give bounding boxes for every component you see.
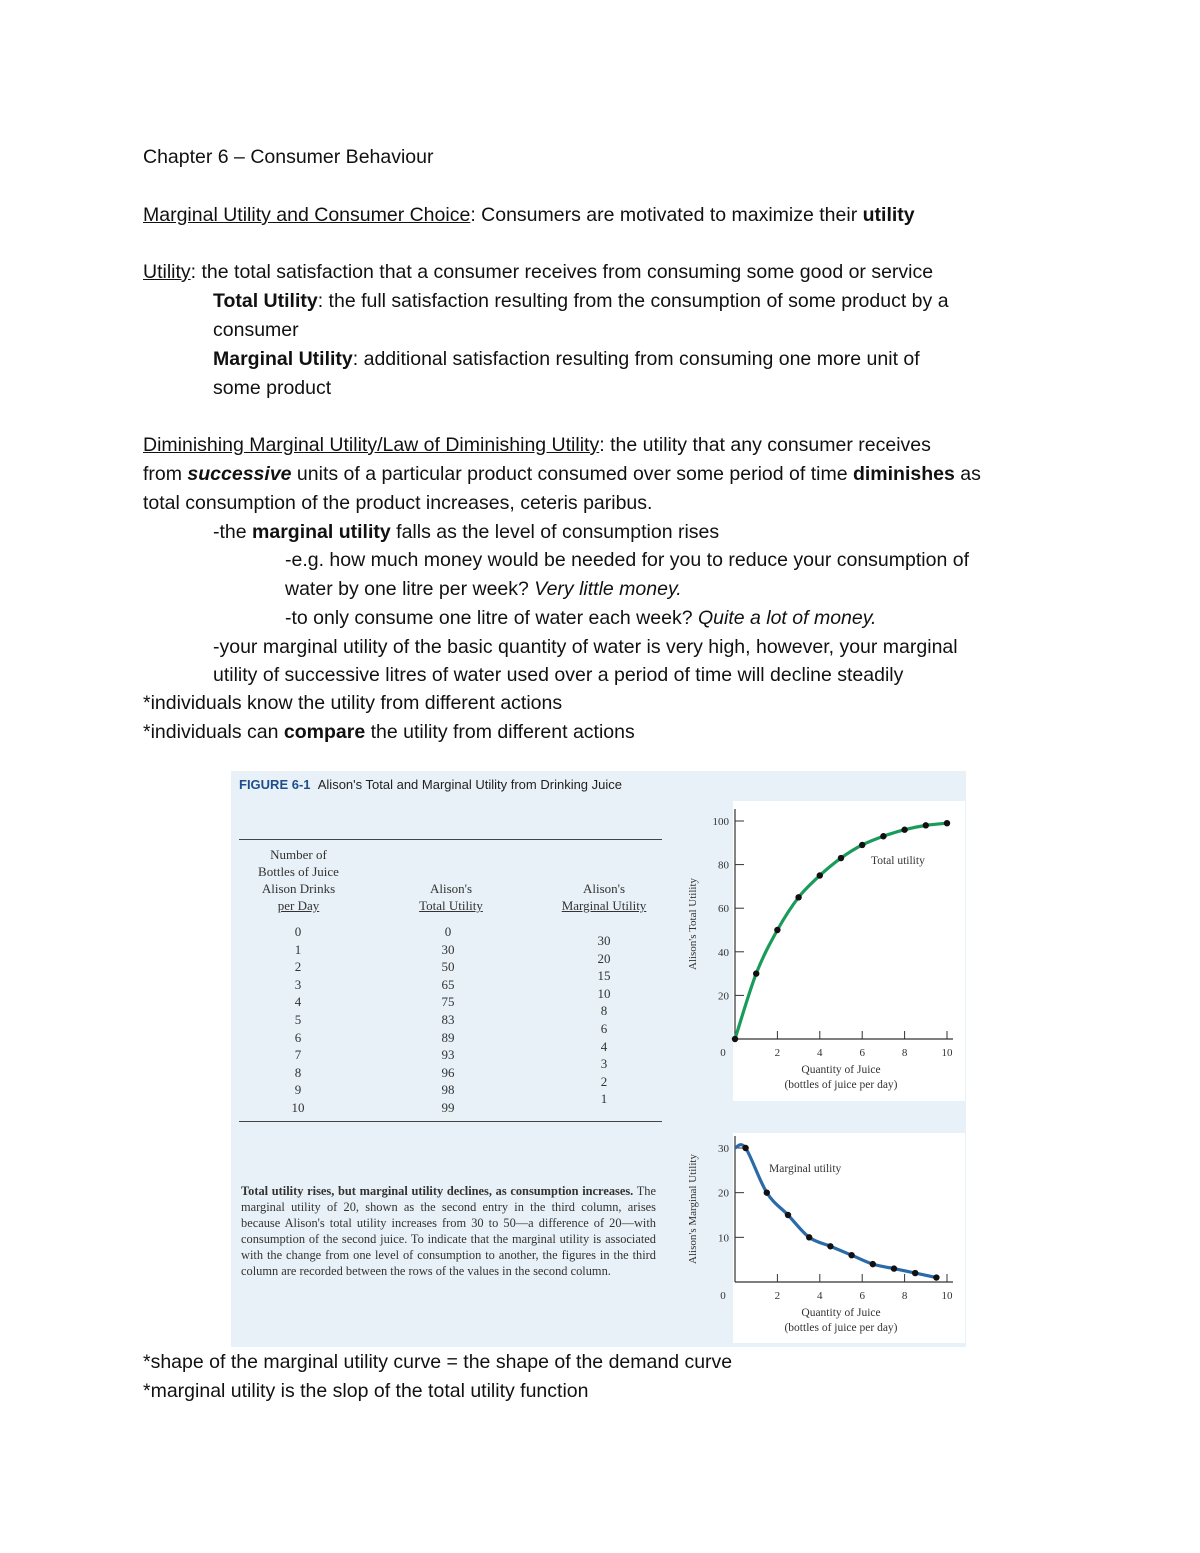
marginal-utility-cell: 4 [600,1038,608,1054]
data-point [870,1261,876,1267]
data-point [848,1252,854,1258]
data-point [838,855,844,861]
data-point [732,1036,738,1042]
note-compare-utility [143,718,635,747]
total-utility-cell: 96 [441,1064,455,1080]
dmu-definition-line2 [143,460,981,489]
utility-charts [231,771,966,1347]
header-line: Number of [270,847,327,862]
text: as [954,463,981,485]
definition: : Consumers are motivated to maximize their [470,204,863,226]
total-utility-cell: 75 [441,994,455,1010]
curve-label: Total utility [871,855,925,867]
term: Marginal Utility [213,348,353,370]
data-point [785,1212,791,1218]
y-tick-label: 80 [718,859,729,872]
quantity-cell: 9 [294,1082,302,1098]
x-tick-label: 0 [720,1290,726,1302]
marginal-utility-cell: 20 [597,950,611,966]
header-line: Alison's [429,881,473,896]
definition: : the utility that any consumer receives [599,434,931,456]
y-axis-label: Alison's Total Utility [687,877,699,971]
data-point [923,822,929,828]
marginal-utility-cell: 6 [600,1020,608,1036]
data-point [806,1234,812,1240]
header-line: Alison Drinks [261,881,336,896]
data-point [795,894,801,900]
caption-text: The marginal utility of 20, shown as the second entry in the third column, arises because Alison's total utility increases from 30 to 50—a difference of 20—with consumption of the second juice. To indicate that the marginal utility is associated with the change from one level of consumption to another, the figures in the third column are recorded between the rows of the values in the second column. [241,1184,656,1278]
text: from [143,463,188,485]
term: Total Utility [213,290,318,312]
marginal-utility-cell: 1 [600,1091,608,1107]
quantity-cell: 1 [294,941,302,957]
y-tick-label: 60 [718,903,729,916]
x-tick-label: 8 [901,1047,908,1059]
text: water by one litre per week? [285,578,535,600]
text: falls as the level of consumption rises [390,521,720,543]
header-line: per Day [277,898,320,913]
figure-6-1 [231,771,966,1347]
data-point [880,833,886,839]
marginal-utility-cell: 8 [600,1003,608,1019]
total-utility-cell: 89 [441,1029,455,1045]
marginal-utility-cell: 30 [597,933,611,948]
dmu-definition-line1 [143,431,931,460]
bold-text: compare [283,721,366,743]
total-utility-cell: 50 [441,959,455,975]
total-utility-definition-cont: consumer [213,319,299,341]
x-axis-label-2: (bottles of juice per day) [784,1322,898,1334]
x-tick-label: 6 [859,1290,865,1302]
quantity-cell: 6 [294,1029,302,1045]
data-point [827,1243,833,1249]
y-tick-label: 20 [718,990,729,1003]
definition: : additional satisfaction resulting from consuming one more unit of [352,348,920,370]
data-point [891,1265,897,1271]
text: -to only consume one litre of water each week? [285,607,698,629]
header-line: Bottles of Juice [258,864,339,879]
y-tick-label: 40 [718,946,729,959]
x-tick-label: 8 [901,1290,908,1302]
curve-label: Marginal utility [769,1163,842,1175]
text: *individuals can [143,721,284,743]
data-point [742,1145,748,1151]
y-tick-label: 100 [712,816,729,828]
quantity-cell: 8 [294,1064,302,1080]
marginal-utility-consumer-choice [143,201,915,230]
bullet-example-line1: -e.g. how much money would be needed for you to reduce your consumption of [285,549,969,571]
definition: : the total satisfaction that a consumer receives from consuming some good or service [190,261,934,283]
marginal-utility-cell: 15 [597,968,611,984]
caption-bold: Total utility rises, but marginal utility declines, as consumption increases. [241,1184,634,1198]
data-point [933,1274,939,1280]
dmu-definition-line3: total consumption of the product increases, ceteris paribus. [143,492,653,514]
text: -the [213,521,253,543]
quantity-cell: 4 [294,994,302,1010]
quantity-cell: 3 [294,976,302,992]
quantity-cell: 5 [294,1011,302,1027]
x-tick-label: 10 [941,1047,953,1059]
italic-text: Quite a lot of money. [697,607,877,629]
bold-text: diminishes [852,463,955,485]
header-line: Marginal Utility [561,898,647,913]
italic-text: Very little money. [534,578,682,600]
y-tick-label: 30 [718,1143,729,1155]
x-tick-label: 0 [720,1047,726,1059]
figure-title-text: Alison's Total and Marginal Utility from Drinking Juice [317,777,622,792]
total-utility-definition [213,287,949,316]
marginal-utility-cell: 3 [600,1056,608,1072]
x-tick-label: 6 [859,1047,865,1059]
note-know-utility: *individuals know the utility from different actions [143,692,563,714]
emphasis: successive [187,463,292,485]
term: Diminishing Marginal Utility/Law of Diminishing Utility [143,434,600,456]
data-point [901,827,907,833]
total-utility-cell: 30 [441,941,455,957]
x-axis-label-2: (bottles of juice per day) [784,1079,898,1091]
quantity-cell: 7 [294,1047,302,1063]
note-demand-curve: *shape of the marginal utility curve = the shape of the demand curve [143,1351,733,1373]
text: units of a particular product consumed over some period of time [291,463,853,485]
bullet-water-line1: -your marginal utility of the basic quantity of water is very high, however, your marginal [213,636,958,658]
total-utility-cell: 0 [444,924,452,939]
data-point [774,927,780,933]
y-tick-label: 20 [718,1187,729,1200]
note-slope: *marginal utility is the slop of the total utility function [143,1380,589,1402]
data-point [764,1189,770,1195]
marginal-utility-definition [213,345,920,374]
x-tick-label: 2 [774,1047,781,1059]
bullet-example-line2 [285,575,682,604]
data-point [817,872,823,878]
utility-definition [143,258,933,287]
marginal-utility-cell: 10 [597,985,611,1001]
figure-label: FIGURE 6-1 [239,777,311,792]
text: the utility from different actions [365,721,635,743]
bullet-water-line2: utility of successive litres of water used over a period of time will decline steadily [213,664,904,686]
total-utility-cell: 83 [441,1011,455,1027]
total-utility-cell: 65 [441,976,455,992]
chapter-title: Chapter 6 – Consumer Behaviour [143,146,434,168]
data-point [912,1270,918,1276]
bullet-marginal-utility-falls [213,518,719,547]
header-line: Alison's [582,881,626,896]
marginal-utility-definition-cont: some product [213,377,332,399]
x-tick-label: 4 [817,1290,823,1302]
x-axis-label: Quantity of Juice [801,1064,881,1076]
term: Utility [143,261,191,283]
x-tick-label: 4 [817,1047,823,1059]
quantity-cell: 2 [294,959,302,975]
total-utility-cell: 99 [441,1099,455,1115]
header-line: Total Utility [419,898,483,913]
bullet-example-line3 [285,604,876,633]
quantity-cell: 0 [294,924,302,939]
data-point [859,842,865,848]
x-tick-label: 2 [774,1290,781,1302]
definition: : the full satisfaction resulting from the consumption of some product by a [317,290,949,312]
data-point [944,820,950,826]
x-axis-label: Quantity of Juice [801,1307,881,1319]
bold-term: utility [862,204,915,226]
bold-text: marginal utility [252,521,391,543]
x-tick-label: 10 [941,1290,953,1302]
total-utility-cell: 93 [441,1047,455,1063]
data-point [753,970,759,976]
marginal-utility-cell: 2 [600,1073,608,1089]
y-tick-label: 10 [718,1232,729,1245]
quantity-cell: 10 [291,1099,305,1115]
total-utility-cell: 98 [441,1082,455,1098]
y-axis-label: Alison's Marginal Utility [687,1154,699,1264]
term: Marginal Utility and Consumer Choice [143,204,471,226]
